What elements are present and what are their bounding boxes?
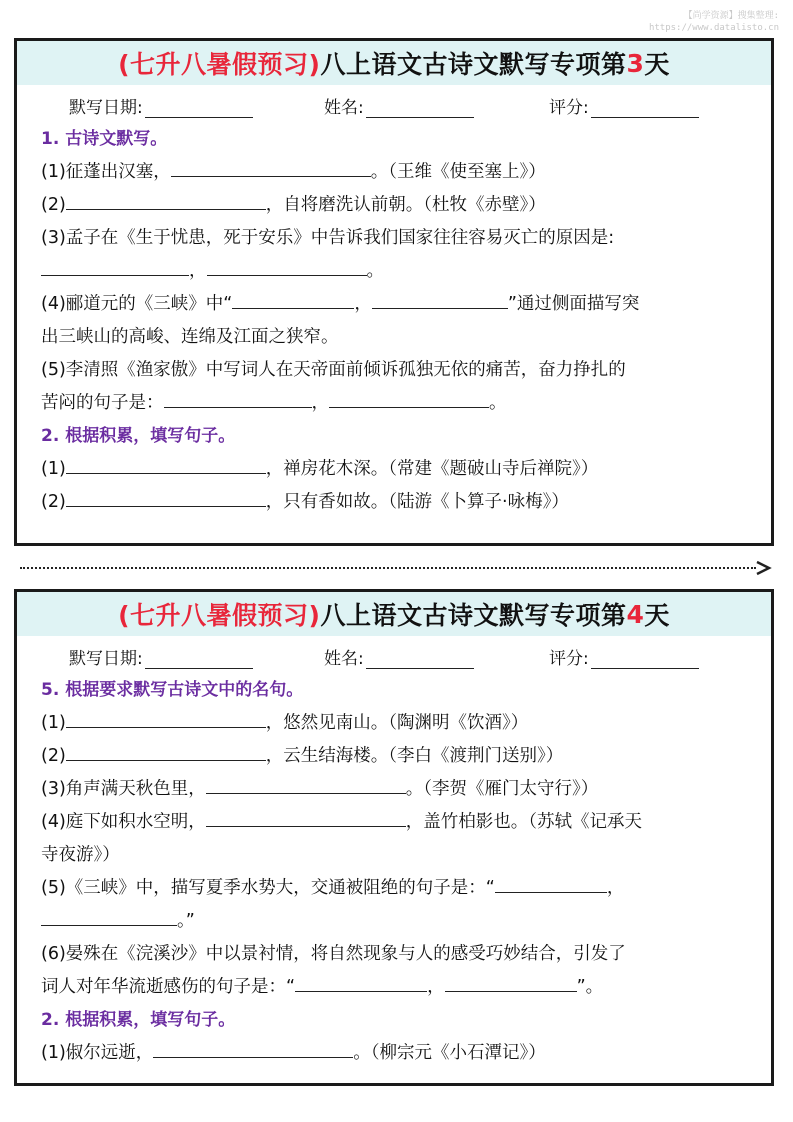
question-line: ， 。 — [41, 255, 771, 288]
title-prefix: (七升八暑假预习) — [118, 601, 321, 630]
title-suffix: 天 — [644, 50, 670, 79]
date-blank[interactable] — [145, 99, 253, 118]
questions — [17, 670, 771, 1070]
question-line: (3)孟子在《生于忧患，死于安乐》中告诉我们国家往往容易灭亡的原因是: — [41, 228, 615, 248]
answer-blank[interactable] — [66, 707, 266, 728]
watermark-line2: https://www.datalisto.cn — [648, 23, 779, 33]
answer-blank[interactable] — [232, 288, 354, 309]
name-label: 姓名: — [324, 648, 364, 669]
answer-blank[interactable] — [206, 806, 406, 827]
section-heading: 2. 根据积累，填写句子。 — [41, 426, 236, 446]
question-line: (2) ，只有香如故。（陆游《卜算子·咏梅》） — [41, 486, 771, 519]
question-line: (2) ，云生结海楼。（李白《渡荆门送别》） — [41, 740, 771, 773]
section-heading: 2. 根据积累，填写句子。 — [41, 1010, 236, 1030]
answer-blank[interactable] — [164, 387, 312, 408]
question-line: 出三峡山的高峻、连绵及江面之狭窄。 — [41, 327, 339, 347]
title-prefix: (七升八暑假预习) — [118, 50, 321, 79]
worksheet-title — [17, 592, 771, 636]
name-field[interactable] — [324, 644, 549, 669]
question-line: (4)庭下如积水空明， ，盖竹柏影也。（苏轼《记承天 — [41, 806, 771, 839]
questions — [17, 119, 771, 519]
dotted-line — [20, 567, 756, 569]
question-line: 。” — [41, 905, 771, 938]
answer-blank[interactable] — [495, 872, 607, 893]
dotted-arrow-divider — [20, 560, 772, 576]
watermark — [609, 10, 779, 34]
score-field[interactable] — [549, 644, 699, 669]
question-line: (1)征蓬出汉塞， 。（王维《使至塞上》） — [41, 156, 771, 189]
answer-blank[interactable] — [41, 905, 177, 926]
section-heading: 5. 根据要求默写古诗文中的名句。 — [41, 680, 304, 700]
score-label: 评分: — [549, 648, 589, 669]
worksheet-day3 — [14, 38, 774, 546]
answer-blank[interactable] — [329, 387, 489, 408]
question-line: (4)郦道元的《三峡》中“ ， ”通过侧面描写突 — [41, 288, 771, 321]
question-line: (2) ，自将磨洗认前朝。（杜牧《赤壁》） — [41, 189, 771, 222]
title-main: 八上语文古诗文默写专项第 — [320, 50, 627, 79]
question-line: (1) ，禅房花木深。（常建《题破山寺后禅院》） — [41, 453, 771, 486]
date-field[interactable] — [69, 93, 324, 118]
score-blank[interactable] — [591, 650, 699, 669]
date-blank[interactable] — [145, 650, 253, 669]
title-day-number: 3 — [626, 48, 645, 78]
question-line: (5)李清照《渔家傲》中写词人在天帝面前倾诉孤独无依的痛苦，奋力挣扎的 — [41, 360, 626, 380]
question-line: (6)晏殊在《浣溪沙》中以景衬情，将自然现象与人的感受巧妙结合，引发了 — [41, 944, 626, 964]
worksheet-day4 — [14, 589, 774, 1086]
answer-blank[interactable] — [206, 773, 406, 794]
date-label: 默写日期: — [69, 648, 143, 669]
question-line: (1) ，悠然见南山。（陶渊明《饮酒》） — [41, 707, 771, 740]
name-blank[interactable] — [366, 650, 474, 669]
score-field[interactable] — [549, 93, 699, 118]
answer-blank[interactable] — [153, 1037, 353, 1058]
name-label: 姓名: — [324, 97, 364, 118]
name-blank[interactable] — [366, 99, 474, 118]
name-field[interactable] — [324, 93, 549, 118]
answer-blank[interactable] — [207, 255, 367, 276]
question-line: 苦闷的句子是： ， 。 — [41, 387, 771, 420]
watermark-line1: 【尚学资源】搜集整理: — [683, 11, 779, 21]
question-line: (1)俶尔远逝， 。（柳宗元《小石潭记》） — [41, 1037, 771, 1070]
answer-blank[interactable] — [66, 453, 266, 474]
answer-blank[interactable] — [66, 740, 266, 761]
section-heading: 1. 古诗文默写。 — [41, 129, 168, 149]
answer-blank[interactable] — [295, 971, 427, 992]
answer-blank[interactable] — [41, 255, 189, 276]
arrow-right-icon — [754, 560, 772, 576]
answer-blank[interactable] — [66, 189, 266, 210]
header-fields — [17, 85, 771, 119]
answer-blank[interactable] — [445, 971, 577, 992]
title-day-number: 4 — [626, 599, 645, 629]
answer-blank[interactable] — [66, 486, 266, 507]
header-fields — [17, 636, 771, 670]
question-line: (3)角声满天秋色里， 。（李贺《雁门太守行》） — [41, 773, 771, 806]
title-suffix: 天 — [644, 601, 670, 630]
date-field[interactable] — [69, 644, 324, 669]
question-line: (5)《三峡》中，描写夏季水势大，交通被阻绝的句子是：“ ， — [41, 872, 771, 905]
worksheet-title — [17, 41, 771, 85]
score-label: 评分: — [549, 97, 589, 118]
question-line: 词人对年华流逝感伤的句子是：“ ， ”。 — [41, 971, 771, 1004]
answer-blank[interactable] — [372, 288, 508, 309]
date-label: 默写日期: — [69, 97, 143, 118]
title-main: 八上语文古诗文默写专项第 — [320, 601, 627, 630]
answer-blank[interactable] — [171, 156, 371, 177]
score-blank[interactable] — [591, 99, 699, 118]
question-line: 寺夜游》） — [41, 845, 120, 865]
